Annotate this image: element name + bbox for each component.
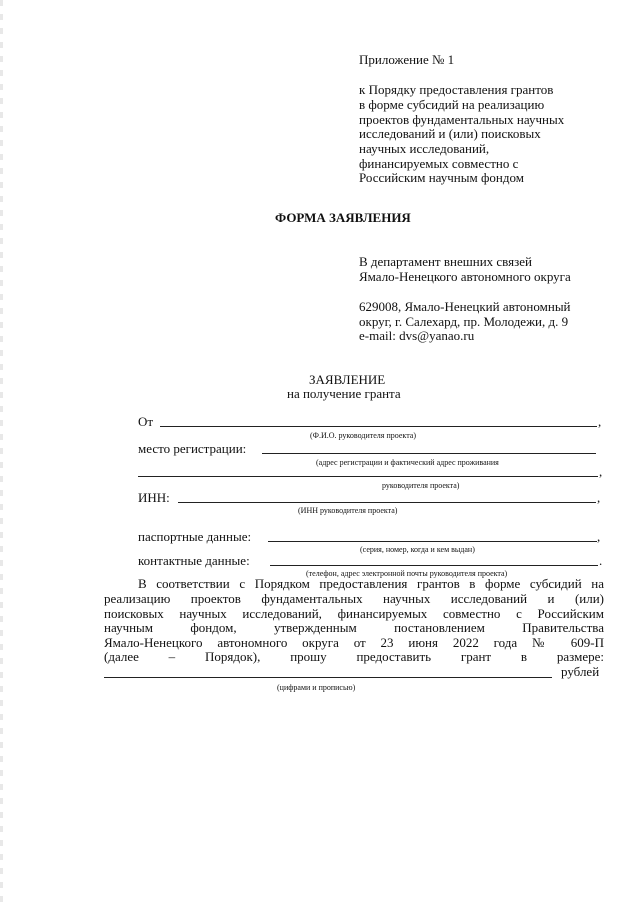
registration-label: место регистрации: bbox=[138, 441, 247, 456]
field-comma: , bbox=[599, 464, 603, 479]
grant-amount-field[interactable] bbox=[104, 677, 552, 678]
inn-hint: (ИНН руководителя проекта) bbox=[298, 506, 398, 515]
from-hint: (Ф.И.О. руководителя проекта) bbox=[310, 431, 416, 440]
appendix-line: научных исследований, bbox=[359, 141, 490, 156]
addressee-address: 629008, Ямало-Ненецкий автономный bbox=[359, 299, 571, 314]
from-label: От bbox=[138, 414, 154, 429]
field-comma: , bbox=[597, 490, 601, 505]
body-line: Ямало-Ненецкого автономного округа от 23 июня 2022 года № 609-П bbox=[104, 635, 604, 650]
body-line: (далее – Порядок), прошу предоставить грант в размере: bbox=[104, 649, 604, 664]
passport-label: паспортные данные: bbox=[138, 529, 252, 544]
appendix-title: Приложение № 1 bbox=[359, 52, 455, 67]
passport-hint: (серия, номер, когда и кем выдан) bbox=[360, 545, 475, 554]
addressee-email: e-mail: dvs@yanao.ru bbox=[359, 328, 475, 343]
passport-field[interactable] bbox=[268, 541, 597, 542]
contact-field[interactable] bbox=[270, 565, 598, 566]
amount-hint: (цифрами и прописью) bbox=[277, 683, 356, 692]
body-line: поисковых научных исследований, финансируемых совместно с Российским bbox=[104, 606, 604, 621]
form-title: ФОРМА ЗАЯВЛЕНИЯ bbox=[275, 210, 411, 225]
appendix-line: в форме субсидий на реализацию bbox=[359, 97, 545, 112]
inn-field[interactable] bbox=[178, 502, 596, 503]
registration-field-continued[interactable] bbox=[138, 476, 598, 477]
contact-label: контактные данные: bbox=[138, 553, 250, 568]
scan-edge-artifact bbox=[0, 0, 3, 905]
statement-heading: ЗАЯВЛЕНИЕ bbox=[309, 372, 386, 387]
registration-field[interactable] bbox=[262, 453, 596, 454]
appendix-line: Российским научным фондом bbox=[359, 170, 524, 185]
addressee-address: округ, г. Салехард, пр. Молодежи, д. 9 bbox=[359, 314, 569, 329]
addressee-line: Ямало-Ненецкого автономного округа bbox=[359, 269, 571, 284]
registration-hint: (адрес регистрации и фактический адрес проживания bbox=[316, 458, 499, 467]
addressee-line: В департамент внешних связей bbox=[359, 254, 532, 269]
body-line: реализацию проектов фундаментальных научных исследований и (или) bbox=[104, 591, 604, 606]
appendix-line: к Порядку предоставления грантов bbox=[359, 82, 554, 97]
registration-hint-continued: руководителя проекта) bbox=[382, 481, 460, 490]
appendix-line: проектов фундаментальных научных bbox=[359, 112, 565, 127]
inn-label: ИНН: bbox=[138, 490, 170, 505]
field-comma: , bbox=[597, 529, 601, 544]
field-period: . bbox=[599, 553, 603, 568]
appendix-line: исследований и (или) поисковых bbox=[359, 126, 541, 141]
field-comma: , bbox=[598, 414, 602, 429]
body-line: В соответствии с Порядком предоставления грантов в форме субсидий на bbox=[138, 576, 604, 591]
appendix-line: финансируемых совместно с bbox=[359, 156, 519, 171]
from-field[interactable] bbox=[160, 426, 597, 427]
statement-subheading: на получение гранта bbox=[287, 386, 401, 401]
body-line: научным фондом, утвержденным постановлением Правительства bbox=[104, 620, 604, 635]
currency-label: рублей bbox=[561, 664, 600, 679]
contact-hint: (телефон, адрес электронной почты руководителя проекта) bbox=[306, 569, 508, 578]
